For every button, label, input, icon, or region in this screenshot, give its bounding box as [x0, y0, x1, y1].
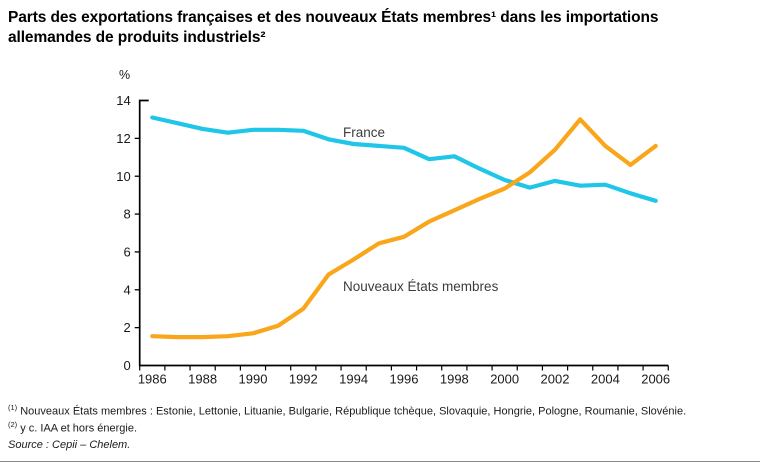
y-tick-label: 4	[123, 282, 131, 298]
footnote-2-text: y c. IAA et hors énergie.	[20, 422, 138, 435]
x-tick-label: 1996	[389, 371, 419, 387]
y-tick-label: 12	[116, 130, 131, 146]
x-tick-label: 2006	[641, 371, 671, 387]
x-tick-label: 1992	[288, 371, 318, 387]
nouveaux-etats-membres-label: Nouveaux États membres	[343, 279, 499, 294]
source-note: Source : Cepii – Chelem.	[8, 438, 131, 451]
footnote-1-marker: (1)	[8, 403, 18, 412]
y-axis-unit-label: %	[119, 68, 131, 82]
axes	[140, 101, 669, 366]
x-tick-label: 2000	[490, 371, 520, 387]
y-tick-label: 14	[116, 93, 131, 109]
x-tick-label: 1990	[238, 371, 268, 387]
footnotes-block	[8, 403, 752, 453]
footnote-1-text: Nouveaux États membres : Estonie, Lettonie, Lituanie, Bulgarie, République tchèque, Slovaquie, Hongrie, Pologne, Roumanie, Slovénie.	[20, 405, 687, 418]
x-tick-label: 1988	[188, 371, 218, 387]
x-tick-label: 1998	[439, 371, 469, 387]
x-tick-label: 1986	[137, 371, 167, 387]
y-tick-label: 2	[123, 320, 131, 336]
bottom-rule	[0, 461, 760, 462]
france-label: France	[343, 125, 386, 140]
y-tick-label: 10	[116, 168, 131, 184]
y-tick-label: 8	[123, 206, 131, 222]
footnote-2-marker: (2)	[8, 420, 18, 430]
chart-title: Parts des exportations françaises et des nouveaux États membres¹ dans les importations allemandes de produits industriels²	[8, 9, 659, 47]
france-line	[152, 118, 655, 201]
footnote-1	[8, 403, 752, 420]
nouveaux-etats-membres-line	[152, 119, 655, 337]
y-tick-label: 6	[123, 244, 131, 260]
x-tick-label: 2002	[540, 371, 570, 387]
x-tick-label: 2004	[590, 371, 620, 387]
x-tick-label: 1994	[339, 371, 369, 387]
footnote-2	[8, 420, 752, 437]
y-tick-label: 0	[123, 358, 131, 374]
